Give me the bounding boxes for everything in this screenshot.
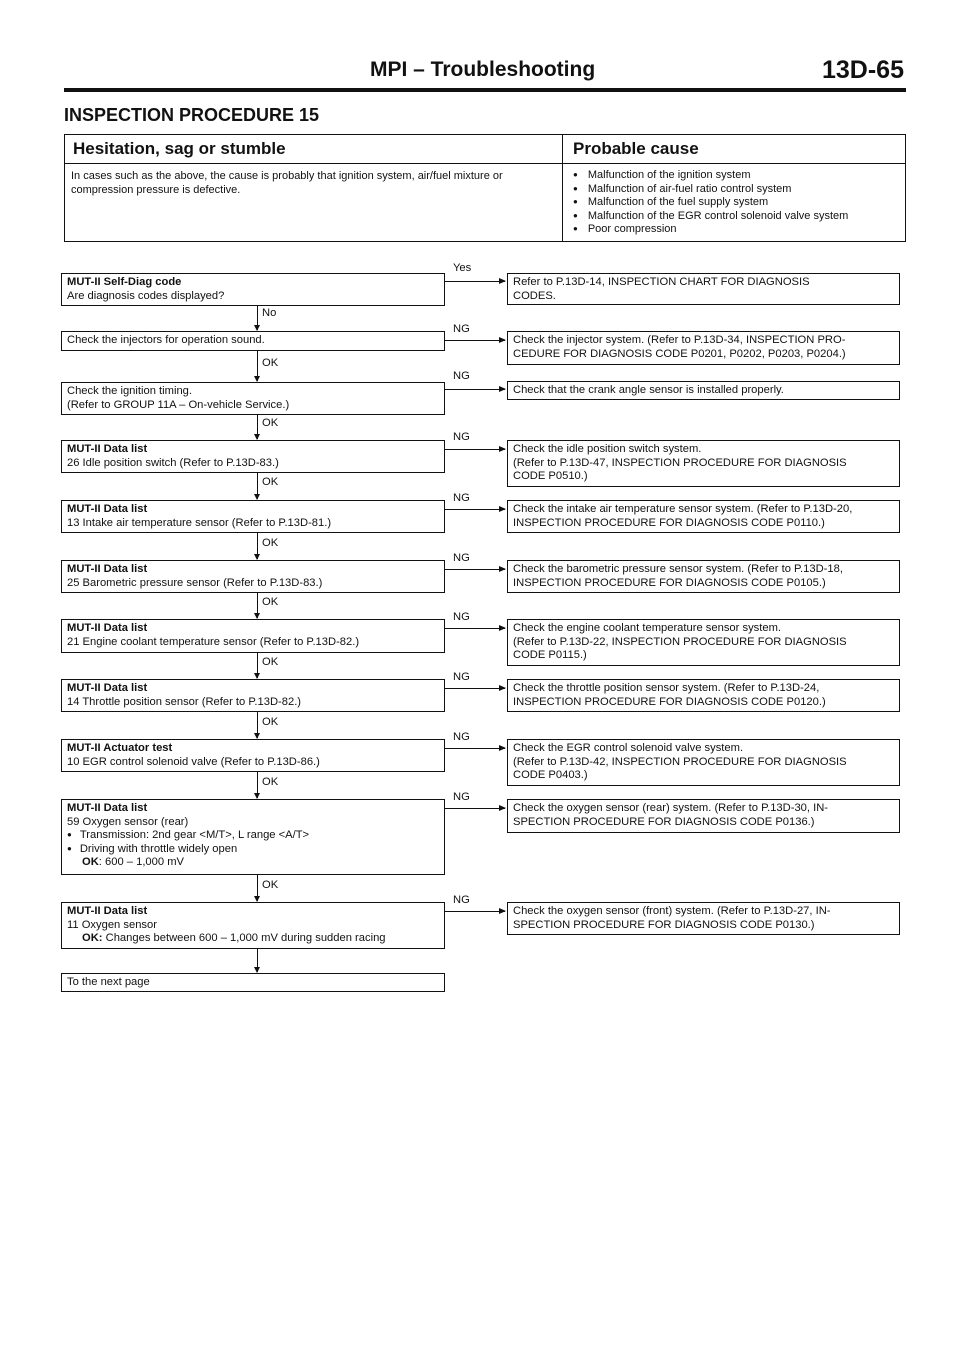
result-text: INSPECTION PROCEDURE FOR DIAGNOSIS CODE P0110.) [513, 516, 825, 529]
result-box [507, 799, 900, 833]
no-label: No [262, 307, 277, 319]
step-title: MUT-II Data list [67, 802, 148, 814]
result-box [507, 619, 900, 666]
step-title: MUT-II Actuator test [67, 742, 173, 754]
ok-label: OK [262, 776, 279, 788]
ok-arrow [257, 351, 258, 381]
cause-item: ● Poor compression [573, 223, 848, 237]
ng-label: NG [453, 791, 470, 803]
ok-condition-value: : 600 – 1,000 mV [98, 856, 184, 869]
result-text: (Refer to P.13D-47, INSPECTION PROCEDURE FOR DIAGNOSIS [513, 456, 847, 469]
ok-arrow [257, 473, 258, 499]
ok-arrow [257, 593, 258, 618]
ng-label: NG [453, 431, 470, 443]
step-box-self-diag [61, 273, 445, 306]
ok-arrow [257, 415, 258, 439]
ok-condition [67, 932, 439, 946]
ng-arrow [445, 389, 505, 390]
cause-item: ● Malfunction of the ignition system [573, 169, 848, 183]
step-box-egr [61, 739, 445, 772]
ng-arrow [445, 509, 505, 510]
step-title: MUT-II Data list [67, 503, 148, 515]
result-text: Check the oxygen sensor (rear) system. (Refer to P.13D-30, IN- [513, 802, 829, 814]
step-text: Are diagnosis codes displayed? [67, 289, 225, 302]
result-box [507, 331, 900, 365]
ng-label: NG [453, 323, 470, 335]
result-text: CEDURE FOR DIAGNOSIS CODE P0201, P0202, P0203, P0204.) [513, 347, 846, 360]
header-rule [64, 88, 906, 92]
result-text: Refer to P.13D-14, INSPECTION CHART FOR DIAGNOSIS [513, 276, 810, 288]
result-text: Check the engine coolant temperature sensor system. [513, 622, 782, 634]
next-page-text: To the next page [67, 976, 150, 988]
ok-label: OK [262, 357, 279, 369]
cause-item: ● Malfunction of the EGR control solenoid valve system [573, 210, 848, 224]
result-text: CODE P0115.) [513, 649, 587, 662]
next-page-box [61, 973, 445, 992]
ng-label: NG [453, 370, 470, 382]
step-text: 26 Idle position switch (Refer to P.13D-83.) [67, 456, 279, 469]
result-text: INSPECTION PROCEDURE FOR DIAGNOSIS CODE P0120.) [513, 695, 826, 708]
result-text: Check the throttle position sensor system. (Refer to P.13D-24, [513, 682, 820, 694]
section-title: MPI – Troubleshooting [370, 58, 596, 81]
result-text: Check the intake air temperature sensor system. (Refer to P.13D-20, [513, 503, 853, 515]
step-box-oxygen-front [61, 902, 445, 949]
ng-arrow [445, 569, 505, 570]
result-text: Check the barometric pressure sensor system. (Refer to P.13D-18, [513, 563, 843, 575]
step-box-coolant [61, 619, 445, 653]
step-title: MUT-II Data list [67, 443, 148, 455]
cause-item: ● Malfunction of the fuel supply system [573, 196, 848, 210]
symptom-heading: Hesitation, sag or stumble [73, 139, 286, 158]
result-text: Check the idle position switch system. [513, 443, 702, 455]
step-box-oxygen-rear [61, 799, 445, 875]
cause-list [573, 169, 848, 237]
cause-item: ● Malfunction of air-fuel ratio control system [573, 183, 848, 197]
result-text: (Refer to P.13D-42, INSPECTION PROCEDURE FOR DIAGNOSIS [513, 755, 847, 768]
result-text: CODE P0510.) [513, 470, 588, 483]
page-number: 13D-65 [822, 56, 904, 84]
ok-arrow [257, 875, 258, 901]
ok-label: OK [262, 716, 279, 728]
step-bullet: ● Transmission: 2nd gear <M/T>, L range <A/T> [67, 829, 439, 843]
ok-arrow [257, 533, 258, 559]
result-text: SPECTION PROCEDURE FOR DIAGNOSIS CODE P0136.) [513, 815, 815, 828]
step-title: MUT-II Data list [67, 563, 148, 575]
step-title: MUT-II Self-Diag code [67, 276, 182, 288]
ok-label: OK [262, 596, 279, 608]
ng-label: NG [453, 671, 470, 683]
ok-condition-label: OK [82, 856, 99, 869]
ng-arrow [445, 808, 505, 809]
ng-arrow [445, 748, 505, 749]
symptom-description: In cases such as the above, the cause is probably that ignition system, air/fuel mixture or compression pressure is defective. [71, 170, 503, 196]
step-text: 14 Throttle position sensor (Refer to P.13D-82.) [67, 695, 302, 708]
ng-label: NG [453, 552, 470, 564]
step-title: MUT-II Data list [67, 622, 148, 634]
result-box [507, 560, 900, 593]
result-text: Check the oxygen sensor (front) system. (Refer to P.13D-27, IN- [513, 905, 831, 917]
ng-arrow [445, 688, 505, 689]
step-text: 59 Oxygen sensor (rear) [67, 815, 189, 828]
result-box [507, 739, 900, 786]
result-text: SPECTION PROCEDURE FOR DIAGNOSIS CODE P0130.) [513, 918, 815, 931]
ng-arrow [445, 628, 505, 629]
yes-label: Yes [453, 262, 472, 274]
ng-label: NG [453, 611, 470, 623]
step-text: (Refer to GROUP 11A – On-vehicle Service.) [67, 398, 290, 411]
result-text: CODES. [513, 289, 556, 302]
result-box [507, 440, 900, 487]
result-text: CODE P0403.) [513, 769, 588, 782]
step-text: Check the injectors for operation sound. [67, 334, 265, 346]
step-text: 25 Barometric pressure sensor (Refer to P.13D-83.) [67, 576, 323, 589]
step-title: MUT-II Data list [67, 682, 148, 694]
step-text: 21 Engine coolant temperature sensor (Refer to P.13D-82.) [67, 635, 360, 648]
down-arrow [257, 949, 258, 972]
ok-label: OK [262, 537, 279, 549]
ok-arrow [257, 712, 258, 738]
result-text: Check the EGR control solenoid valve system. [513, 742, 744, 754]
ng-label: NG [453, 492, 470, 504]
ok-condition [67, 856, 439, 870]
step-box-idle-switch [61, 440, 445, 473]
ng-label: NG [453, 894, 470, 906]
ng-label: NG [453, 731, 470, 743]
step-text: 11 Oxygen sensor [67, 918, 157, 931]
ok-label: OK [262, 879, 279, 891]
yes-arrow [445, 281, 505, 282]
result-box [507, 381, 900, 400]
ok-label: OK [262, 417, 279, 429]
result-box [507, 679, 900, 712]
ok-label: OK [262, 656, 279, 668]
step-box-injectors [61, 331, 445, 351]
ng-arrow [445, 449, 505, 450]
cause-heading: Probable cause [573, 139, 699, 158]
step-box-throttle [61, 679, 445, 712]
step-text: Check the ignition timing. [67, 385, 192, 397]
table-divider [562, 135, 563, 241]
result-text: Check that the crank angle sensor is installed properly. [513, 384, 784, 396]
result-text: INSPECTION PROCEDURE FOR DIAGNOSIS CODE P0105.) [513, 576, 826, 589]
step-box-barometric [61, 560, 445, 593]
ok-arrow [257, 772, 258, 798]
step-box-ignition-timing [61, 382, 445, 415]
ok-label: OK [262, 476, 279, 488]
step-title: MUT-II Data list [67, 905, 148, 917]
procedure-title: INSPECTION PROCEDURE 15 [64, 105, 320, 125]
ok-arrow [257, 653, 258, 678]
table-divider [65, 163, 905, 164]
result-text: Check the injector system. (Refer to P.13D-34, INSPECTION PRO- [513, 334, 846, 346]
result-box [507, 500, 900, 533]
ok-condition-label: OK: [82, 932, 103, 945]
no-arrow [257, 306, 258, 330]
step-text: 13 Intake air temperature sensor (Refer to P.13D-81.) [67, 516, 332, 529]
ng-arrow [445, 340, 505, 341]
result-box [507, 902, 900, 935]
result-text: (Refer to P.13D-22, INSPECTION PROCEDURE FOR DIAGNOSIS [513, 635, 847, 648]
symptom-table [64, 134, 906, 242]
step-box-intake-air [61, 500, 445, 533]
ok-condition-value: Changes between 600 – 1,000 mV during sudden racing [102, 932, 386, 945]
ng-arrow [445, 911, 505, 912]
result-box [507, 273, 900, 305]
step-bullet: ● Driving with throttle widely open [67, 843, 439, 857]
step-text: 10 EGR control solenoid valve (Refer to P.13D-86.) [67, 755, 320, 768]
